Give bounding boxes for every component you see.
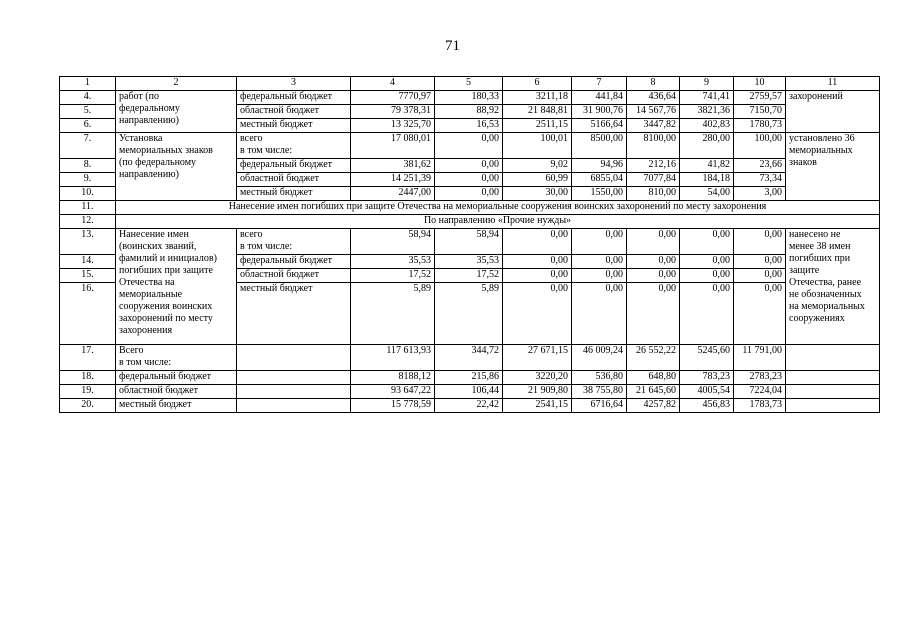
budget-table — [59, 76, 880, 413]
value-cell: 38 755,80 — [572, 385, 627, 399]
text-line: на мемориальных — [789, 301, 865, 312]
row-number: 12. — [60, 215, 116, 229]
text-line: мемориальных знаков — [119, 145, 213, 156]
funding-source: федеральный бюджет — [237, 255, 351, 269]
text-line: мемориальных — [789, 145, 853, 156]
empty-cell — [786, 345, 880, 371]
row-number: 7. — [60, 133, 116, 159]
header-cell: 7 — [572, 77, 627, 91]
funding-source: местный бюджет — [237, 283, 351, 345]
value-cell: 17,52 — [351, 269, 435, 283]
total-row — [60, 371, 880, 385]
value-cell: 0,00 — [734, 269, 786, 283]
table-row — [60, 133, 880, 159]
total-row — [60, 399, 880, 413]
header-cell: 5 — [435, 77, 503, 91]
value-cell: 0,00 — [435, 187, 503, 201]
text-line: погибших при защите — [119, 265, 213, 276]
value-cell: 31 900,76 — [572, 105, 627, 119]
row-number: 8. — [60, 159, 116, 173]
value-cell: 6855,04 — [572, 173, 627, 187]
text-line: в том числе: — [240, 145, 293, 156]
row-number: 6. — [60, 119, 116, 133]
text-line: Нанесение имен — [119, 229, 189, 240]
funding-source: местный бюджет — [237, 119, 351, 133]
value-cell: 456,83 — [680, 399, 734, 413]
empty-cell — [237, 371, 351, 385]
value-cell: 14 251,39 — [351, 173, 435, 187]
value-cell: 35,53 — [435, 255, 503, 269]
section-title: По направлению «Прочие нужды» — [116, 215, 880, 229]
value-cell: 3,00 — [734, 187, 786, 201]
value-cell: 94,96 — [572, 159, 627, 173]
value-cell: 0,00 — [572, 283, 627, 345]
value-cell: 4257,82 — [627, 399, 680, 413]
empty-cell — [237, 385, 351, 399]
header-cell: 8 — [627, 77, 680, 91]
text-line: всего — [240, 229, 263, 240]
header-cell: 9 — [680, 77, 734, 91]
value-cell: 21 645,60 — [627, 385, 680, 399]
value-cell: 14 567,76 — [627, 105, 680, 119]
text-line: захоронения — [119, 325, 173, 336]
value-cell: 16,53 — [435, 119, 503, 133]
table-row — [60, 91, 880, 105]
page-number: 71 — [445, 38, 460, 54]
value-cell: 100,01 — [503, 133, 572, 159]
header-cell: 3 — [237, 77, 351, 91]
funding-source: федеральный бюджет — [237, 159, 351, 173]
row-number: 13. — [60, 229, 116, 255]
total-row — [60, 345, 880, 371]
funding-source: областной бюджет — [237, 269, 351, 283]
value-cell: 93 647,22 — [351, 385, 435, 399]
value-cell: 0,00 — [627, 269, 680, 283]
value-cell: 5,89 — [435, 283, 503, 345]
value-cell: 381,62 — [351, 159, 435, 173]
activity-name — [116, 133, 237, 201]
result-note — [786, 133, 880, 201]
value-cell: 1550,00 — [572, 187, 627, 201]
value-cell: 0,00 — [435, 133, 503, 159]
text-line: Отечества, ранее — [789, 277, 862, 288]
text-line: не обозначенных — [789, 289, 862, 300]
section-row — [60, 215, 880, 229]
total-label: федеральный бюджет — [116, 371, 237, 385]
funding-source — [237, 229, 351, 255]
funding-source: федеральный бюджет — [237, 91, 351, 105]
empty-cell — [786, 399, 880, 413]
result-note — [786, 229, 880, 345]
text-line: Установка — [119, 133, 163, 144]
value-cell: 1780,73 — [734, 119, 786, 133]
total-label: местный бюджет — [116, 399, 237, 413]
value-cell: 0,00 — [503, 229, 572, 255]
value-cell: 100,00 — [734, 133, 786, 159]
value-cell: 8100,00 — [627, 133, 680, 159]
value-cell: 7770,97 — [351, 91, 435, 105]
row-number: 15. — [60, 269, 116, 283]
value-cell: 0,00 — [503, 283, 572, 345]
value-cell: 0,00 — [680, 255, 734, 269]
row-number: 18. — [60, 371, 116, 385]
value-cell: 0,00 — [627, 255, 680, 269]
text-line: работ (по — [119, 91, 159, 102]
value-cell: 7077,84 — [627, 173, 680, 187]
value-cell: 41,82 — [680, 159, 734, 173]
text-line: Отечества на — [119, 277, 175, 288]
value-cell: 15 778,59 — [351, 399, 435, 413]
text-line: знаков — [789, 157, 817, 168]
text-line: федеральному — [119, 103, 180, 114]
text-line: в том числе: — [119, 357, 172, 368]
value-cell: 26 552,22 — [627, 345, 680, 371]
value-cell: 344,72 — [435, 345, 503, 371]
total-label: областной бюджет — [116, 385, 237, 399]
value-cell: 0,00 — [503, 255, 572, 269]
header-cell: 2 — [116, 77, 237, 91]
text-line: погибших при — [789, 253, 851, 264]
value-cell: 783,23 — [680, 371, 734, 385]
value-cell: 0,00 — [435, 159, 503, 173]
text-line: сооружения воинских — [119, 301, 213, 312]
text-line: сооружениях — [789, 313, 845, 324]
value-cell: 741,41 — [680, 91, 734, 105]
total-label — [116, 345, 237, 371]
funding-source: областной бюджет — [237, 173, 351, 187]
value-cell: 88,92 — [435, 105, 503, 119]
value-cell: 30,00 — [503, 187, 572, 201]
row-number: 9. — [60, 173, 116, 187]
value-cell: 5,89 — [351, 283, 435, 345]
value-cell: 0,00 — [503, 269, 572, 283]
value-cell: 536,80 — [572, 371, 627, 385]
header-cell: 1 — [60, 77, 116, 91]
row-number: 17. — [60, 345, 116, 371]
value-cell: 22,42 — [435, 399, 503, 413]
empty-cell — [786, 371, 880, 385]
value-cell: 13 325,70 — [351, 119, 435, 133]
value-cell: 117 613,93 — [351, 345, 435, 371]
row-number: 19. — [60, 385, 116, 399]
text-line: нанесено не — [789, 229, 841, 240]
value-cell: 3821,36 — [680, 105, 734, 119]
value-cell: 106,44 — [435, 385, 503, 399]
value-cell: 3211,18 — [503, 91, 572, 105]
value-cell: 280,00 — [680, 133, 734, 159]
text-line: всего — [240, 133, 263, 144]
value-cell: 9,02 — [503, 159, 572, 173]
value-cell: 184,18 — [680, 173, 734, 187]
row-number: 10. — [60, 187, 116, 201]
header-cell: 11 — [786, 77, 880, 91]
funding-source: областной бюджет — [237, 105, 351, 119]
value-cell: 17 080,01 — [351, 133, 435, 159]
text-line: захоронений по месту — [119, 313, 213, 324]
value-cell: 27 671,15 — [503, 345, 572, 371]
value-cell: 215,86 — [435, 371, 503, 385]
result-note: захоронений — [786, 91, 880, 133]
table-row — [60, 229, 880, 255]
value-cell: 402,83 — [680, 119, 734, 133]
funding-source — [237, 133, 351, 159]
value-cell: 0,00 — [734, 283, 786, 345]
text-line: (по федеральному — [119, 157, 197, 168]
value-cell: 11 791,00 — [734, 345, 786, 371]
value-cell: 212,16 — [627, 159, 680, 173]
total-row — [60, 385, 880, 399]
header-cell: 10 — [734, 77, 786, 91]
value-cell: 648,80 — [627, 371, 680, 385]
value-cell: 73,34 — [734, 173, 786, 187]
value-cell: 2783,23 — [734, 371, 786, 385]
text-line: Всего — [119, 345, 144, 356]
value-cell: 0,00 — [680, 269, 734, 283]
value-cell: 6716,64 — [572, 399, 627, 413]
header-row — [60, 77, 880, 91]
value-cell: 5245,60 — [680, 345, 734, 371]
value-cell: 180,33 — [435, 91, 503, 105]
text-line: мемориальные — [119, 289, 183, 300]
value-cell: 0,00 — [627, 283, 680, 345]
empty-cell — [237, 399, 351, 413]
value-cell: 2541,15 — [503, 399, 572, 413]
value-cell: 0,00 — [680, 283, 734, 345]
value-cell: 4005,54 — [680, 385, 734, 399]
value-cell: 2447,00 — [351, 187, 435, 201]
header-cell: 4 — [351, 77, 435, 91]
empty-cell — [237, 345, 351, 371]
value-cell: 60,99 — [503, 173, 572, 187]
funding-source: местный бюджет — [237, 187, 351, 201]
value-cell: 21 848,81 — [503, 105, 572, 119]
text-line: в том числе: — [240, 241, 293, 252]
text-line: направлению) — [119, 169, 179, 180]
row-number: 5. — [60, 105, 116, 119]
value-cell: 0,00 — [435, 173, 503, 187]
row-number: 14. — [60, 255, 116, 269]
text-line: направлению) — [119, 115, 179, 126]
row-number: 11. — [60, 201, 116, 215]
value-cell: 17,52 — [435, 269, 503, 283]
value-cell: 2511,15 — [503, 119, 572, 133]
value-cell: 810,00 — [627, 187, 680, 201]
text-line: защите — [789, 265, 820, 276]
value-cell: 7150,70 — [734, 105, 786, 119]
value-cell: 3220,20 — [503, 371, 572, 385]
value-cell: 21 909,80 — [503, 385, 572, 399]
activity-name — [116, 229, 237, 345]
value-cell: 8500,00 — [572, 133, 627, 159]
row-number: 20. — [60, 399, 116, 413]
value-cell: 0,00 — [734, 255, 786, 269]
value-cell: 8188,12 — [351, 371, 435, 385]
empty-cell — [786, 385, 880, 399]
value-cell: 0,00 — [572, 269, 627, 283]
value-cell: 0,00 — [627, 229, 680, 255]
value-cell: 7224,04 — [734, 385, 786, 399]
value-cell: 35,53 — [351, 255, 435, 269]
section-row — [60, 201, 880, 215]
text-line: менее 38 имен — [789, 241, 851, 252]
value-cell: 46 009,24 — [572, 345, 627, 371]
value-cell: 441,84 — [572, 91, 627, 105]
value-cell: 58,94 — [351, 229, 435, 255]
value-cell: 0,00 — [680, 229, 734, 255]
section-title: Нанесение имен погибших при защите Отечества на мемориальные сооружения воинских захоронений по месту захоронения — [116, 201, 880, 215]
value-cell: 58,94 — [435, 229, 503, 255]
activity-name — [116, 91, 237, 133]
value-cell: 23,66 — [734, 159, 786, 173]
value-cell: 0,00 — [572, 255, 627, 269]
value-cell: 2759,57 — [734, 91, 786, 105]
value-cell: 1783,73 — [734, 399, 786, 413]
value-cell: 0,00 — [572, 229, 627, 255]
value-cell: 436,64 — [627, 91, 680, 105]
row-number: 16. — [60, 283, 116, 345]
value-cell: 54,00 — [680, 187, 734, 201]
value-cell: 5166,64 — [572, 119, 627, 133]
value-cell: 3447,82 — [627, 119, 680, 133]
value-cell: 0,00 — [734, 229, 786, 255]
text-line: фамилий и инициалов) — [119, 253, 217, 264]
value-cell: 79 378,31 — [351, 105, 435, 119]
text-line: установлено 36 — [789, 133, 855, 144]
header-cell: 6 — [503, 77, 572, 91]
row-number: 4. — [60, 91, 116, 105]
text-line: (воинских званий, — [119, 241, 197, 252]
